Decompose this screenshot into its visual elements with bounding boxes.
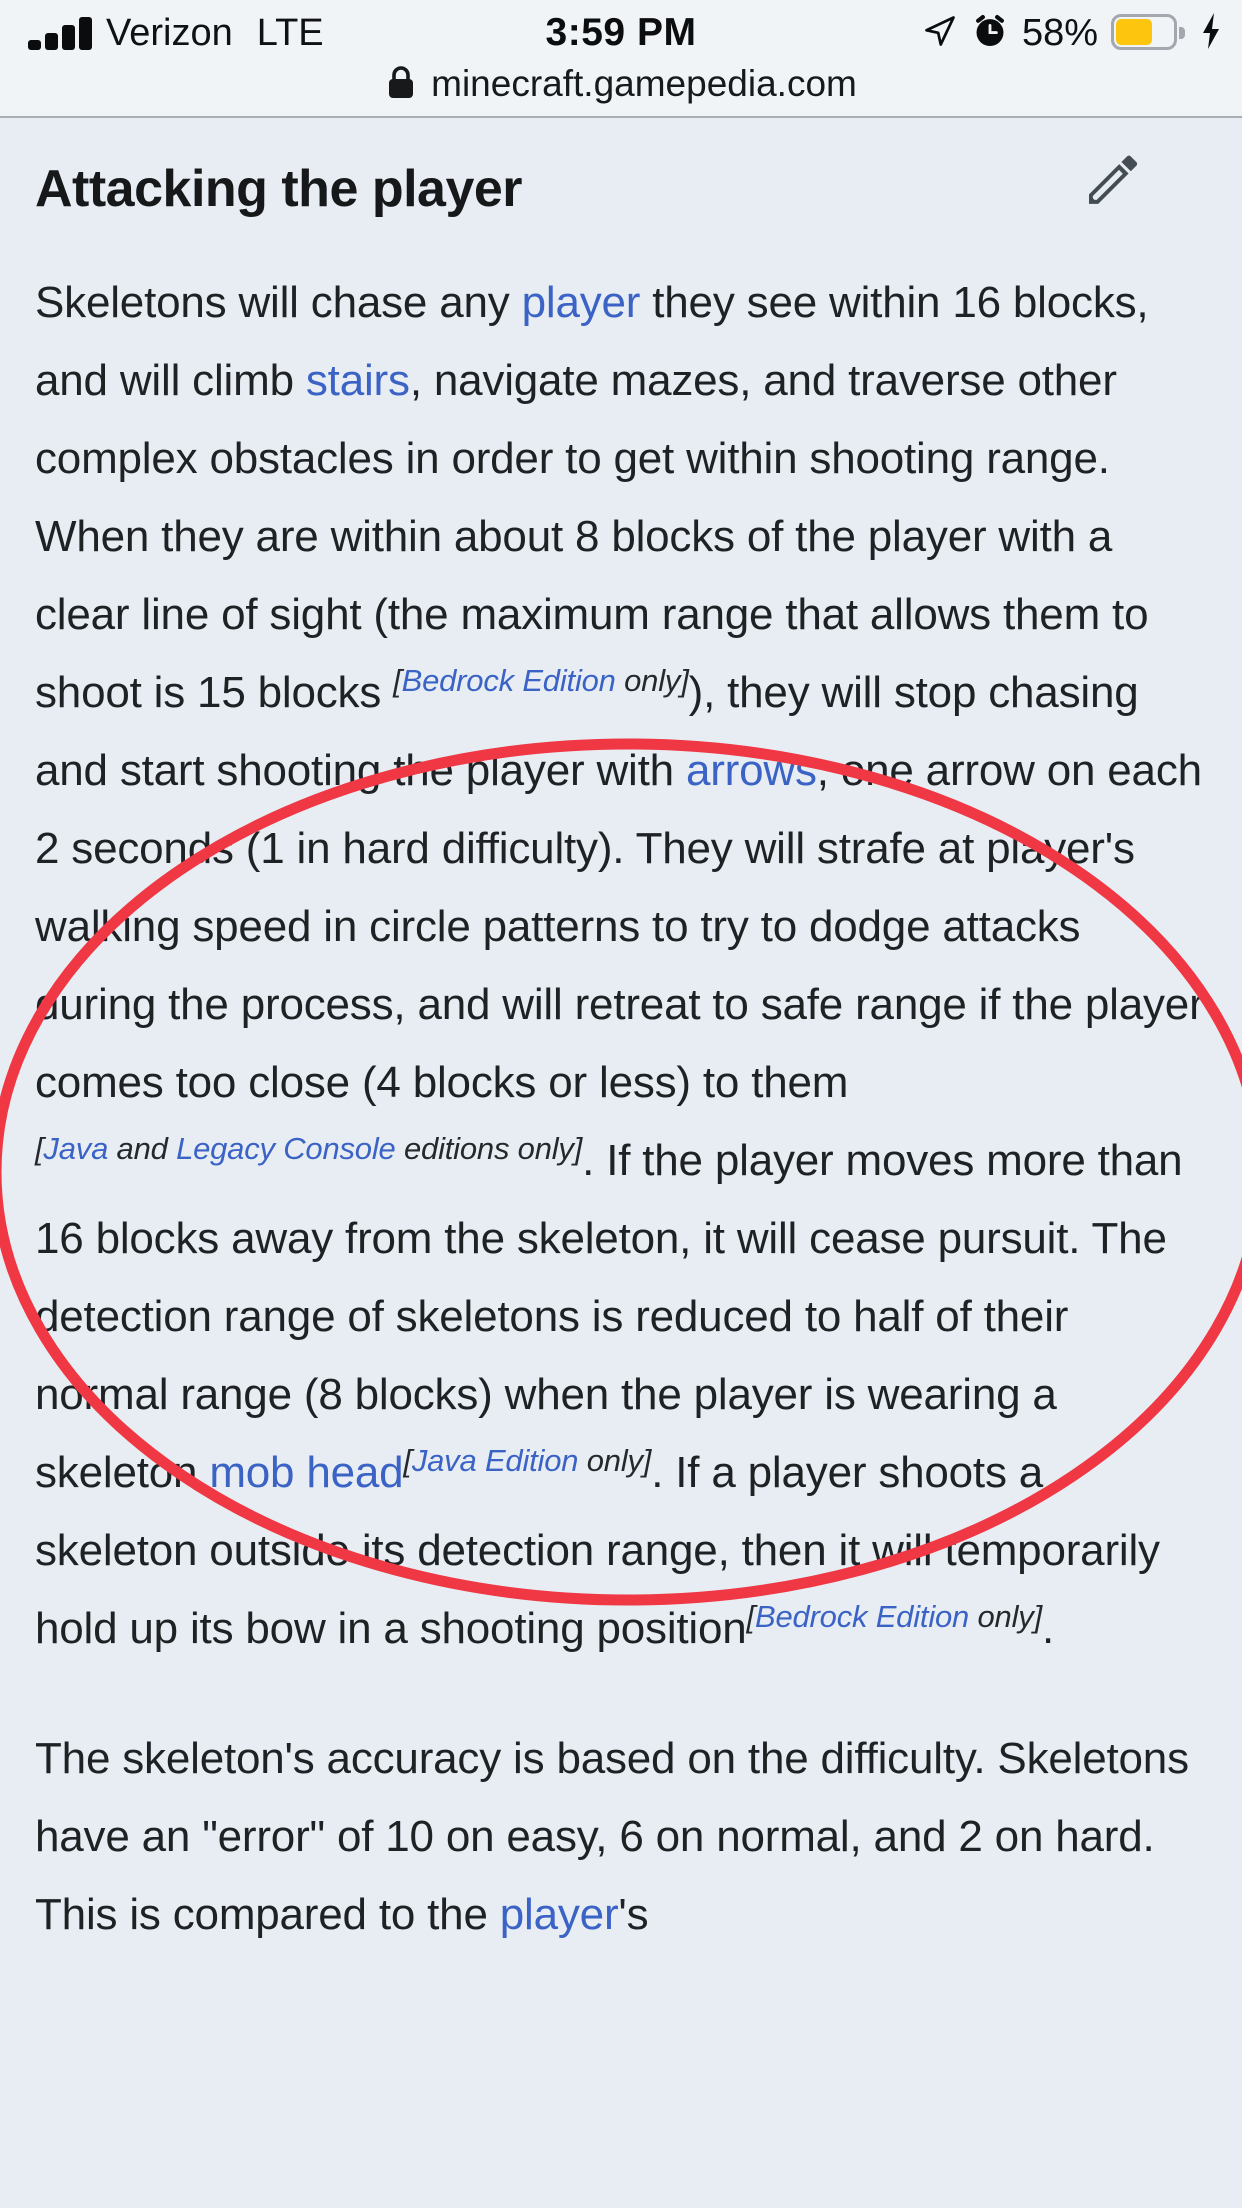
wiki-link[interactable]: arrows bbox=[685, 746, 817, 795]
edition-note: [Bedrock Edition only] bbox=[393, 663, 689, 698]
edition-note: [Java Edition only] bbox=[403, 1443, 652, 1478]
article-section bbox=[0, 120, 1242, 2006]
wiki-link[interactable]: mob head bbox=[209, 1448, 404, 1497]
edit-button[interactable] bbox=[1078, 146, 1144, 212]
pencil-icon bbox=[1078, 146, 1144, 212]
url-bar[interactable] bbox=[0, 58, 1242, 110]
carrier-label: Verizon bbox=[106, 11, 233, 54]
charging-bolt-icon bbox=[1196, 11, 1226, 56]
battery-percent-label: 58% bbox=[1021, 11, 1098, 54]
edition-note: [Bedrock Edition only] bbox=[746, 1599, 1042, 1634]
safari-top-bar bbox=[0, 0, 1242, 118]
edition-note: [Java and Legacy Console editions only] bbox=[35, 1131, 583, 1166]
paragraph: The skeleton's accuracy is based on the difficulty. Skeletons have an "error" of 10 on easy, 6 on normal, and 2 on hard. This is compared to the player's bbox=[35, 1734, 1189, 1939]
wiki-link[interactable]: Java Edition bbox=[411, 1443, 579, 1478]
article-body bbox=[35, 264, 1212, 1954]
location-arrow-icon bbox=[922, 13, 958, 54]
wiki-link[interactable]: player bbox=[499, 1890, 619, 1939]
paragraph: Skeletons will chase any player they see within 16 blocks, and will climb stairs, navigate mazes, and traverse other complex obstacles in order to get within shooting range. When they are within about 8 blocks of the player with a clear line of sight (the maximum range that allows them to shoot is 15 blocks [Bedrock Edition only]), they will stop chasing and start shooting the player with arrows, one arrow on each 2 seconds (1 in hard difficulty). They will strafe at player's walking speed in circle patterns to try to dodge attacks during the process, and will retreat to safe range if the player comes too close (4 blocks or less) to them [Java and Legacy Console editions only]. If the player moves more than 16 blocks away from the skeleton, it will cease pursuit. The detection range of skeletons is reduced to half of their normal range (8 blocks) when the player is wearing a skeleton mob head[Java Edition only]. If a player shoots a skeleton outside its detection range, then it will temporarily hold up its bow in a shooting position[Bedrock Edition only]. bbox=[35, 278, 1204, 1653]
wiki-link[interactable]: Bedrock Edition bbox=[754, 1599, 970, 1634]
status-time: 3:59 PM bbox=[545, 11, 697, 54]
battery-fill bbox=[1116, 19, 1152, 45]
status-bar bbox=[0, 8, 1242, 58]
wiki-link[interactable]: Java bbox=[43, 1131, 109, 1166]
wiki-link[interactable]: Bedrock Edition bbox=[401, 663, 616, 698]
wiki-link[interactable]: player bbox=[521, 278, 641, 327]
battery-icon bbox=[1111, 14, 1189, 52]
lock-icon bbox=[385, 64, 417, 105]
wiki-link[interactable]: stairs bbox=[305, 356, 410, 405]
section-heading: Attacking the player bbox=[35, 160, 523, 218]
wiki-link[interactable]: Legacy Console bbox=[176, 1131, 396, 1166]
alarm-clock-icon bbox=[971, 12, 1009, 55]
network-type-label: LTE bbox=[256, 11, 324, 54]
url-domain: minecraft.gamepedia.com bbox=[431, 63, 857, 104]
